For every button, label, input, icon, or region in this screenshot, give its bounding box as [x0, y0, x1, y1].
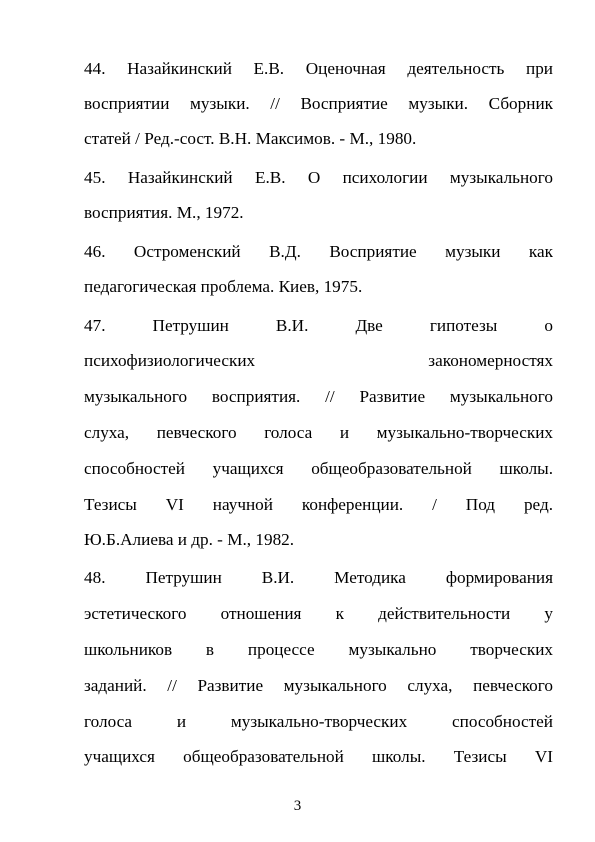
reference-44-line-3: статей / Ред.-сост. В.Н. Максимов. - М., 1980.	[84, 129, 417, 148]
reference-47-line-2: психофизиологических закономерностях	[84, 351, 553, 370]
reference-44-line-1: 44. Назайкинский Е.В. Оценочная деятельность при	[84, 59, 553, 78]
reference-48-line-5: голоса и музыкально-творческих способностей	[84, 712, 553, 731]
reference-47-line-4: слуха, певческого голоса и музыкально-творческих	[84, 423, 553, 442]
reference-46-line-2: педагогическая проблема. Киев, 1975.	[84, 277, 363, 296]
reference-47-line-1: 47. Петрушин В.И. Две гипотезы о	[84, 316, 553, 335]
page-number: 3	[293, 798, 302, 814]
reference-48-line-6: учащихся общеобразовательной школы. Тезисы VI	[84, 747, 553, 766]
reference-47-line-7: Ю.Б.Алиева и др. - М., 1982.	[84, 530, 295, 549]
reference-47-line-3: музыкального восприятия. // Развитие музыкального	[84, 387, 553, 406]
reference-47-line-6: Тезисы VI научной конференции. / Под ред.	[84, 495, 553, 514]
reference-44-line-2: восприятии музыки. // Восприятие музыки. Сборник	[84, 94, 553, 113]
reference-45-line-1: 45. Назайкинский Е.В. О психологии музыкального	[84, 168, 553, 187]
reference-47-line-5: способностей учащихся общеобразовательной школы.	[84, 459, 553, 478]
reference-45-line-2: восприятия. М., 1972.	[84, 203, 244, 222]
reference-48-line-4: заданий. // Развитие музыкального слуха, певческого	[84, 676, 553, 695]
reference-48-line-3: школьников в процессе музыкально творческих	[84, 640, 553, 659]
reference-48-line-1: 48. Петрушин В.И. Методика формирования	[84, 568, 553, 587]
reference-46-line-1: 46. Остроменский В.Д. Восприятие музыки как	[84, 242, 553, 261]
reference-48-line-2: эстетического отношения к действительности у	[84, 604, 553, 623]
